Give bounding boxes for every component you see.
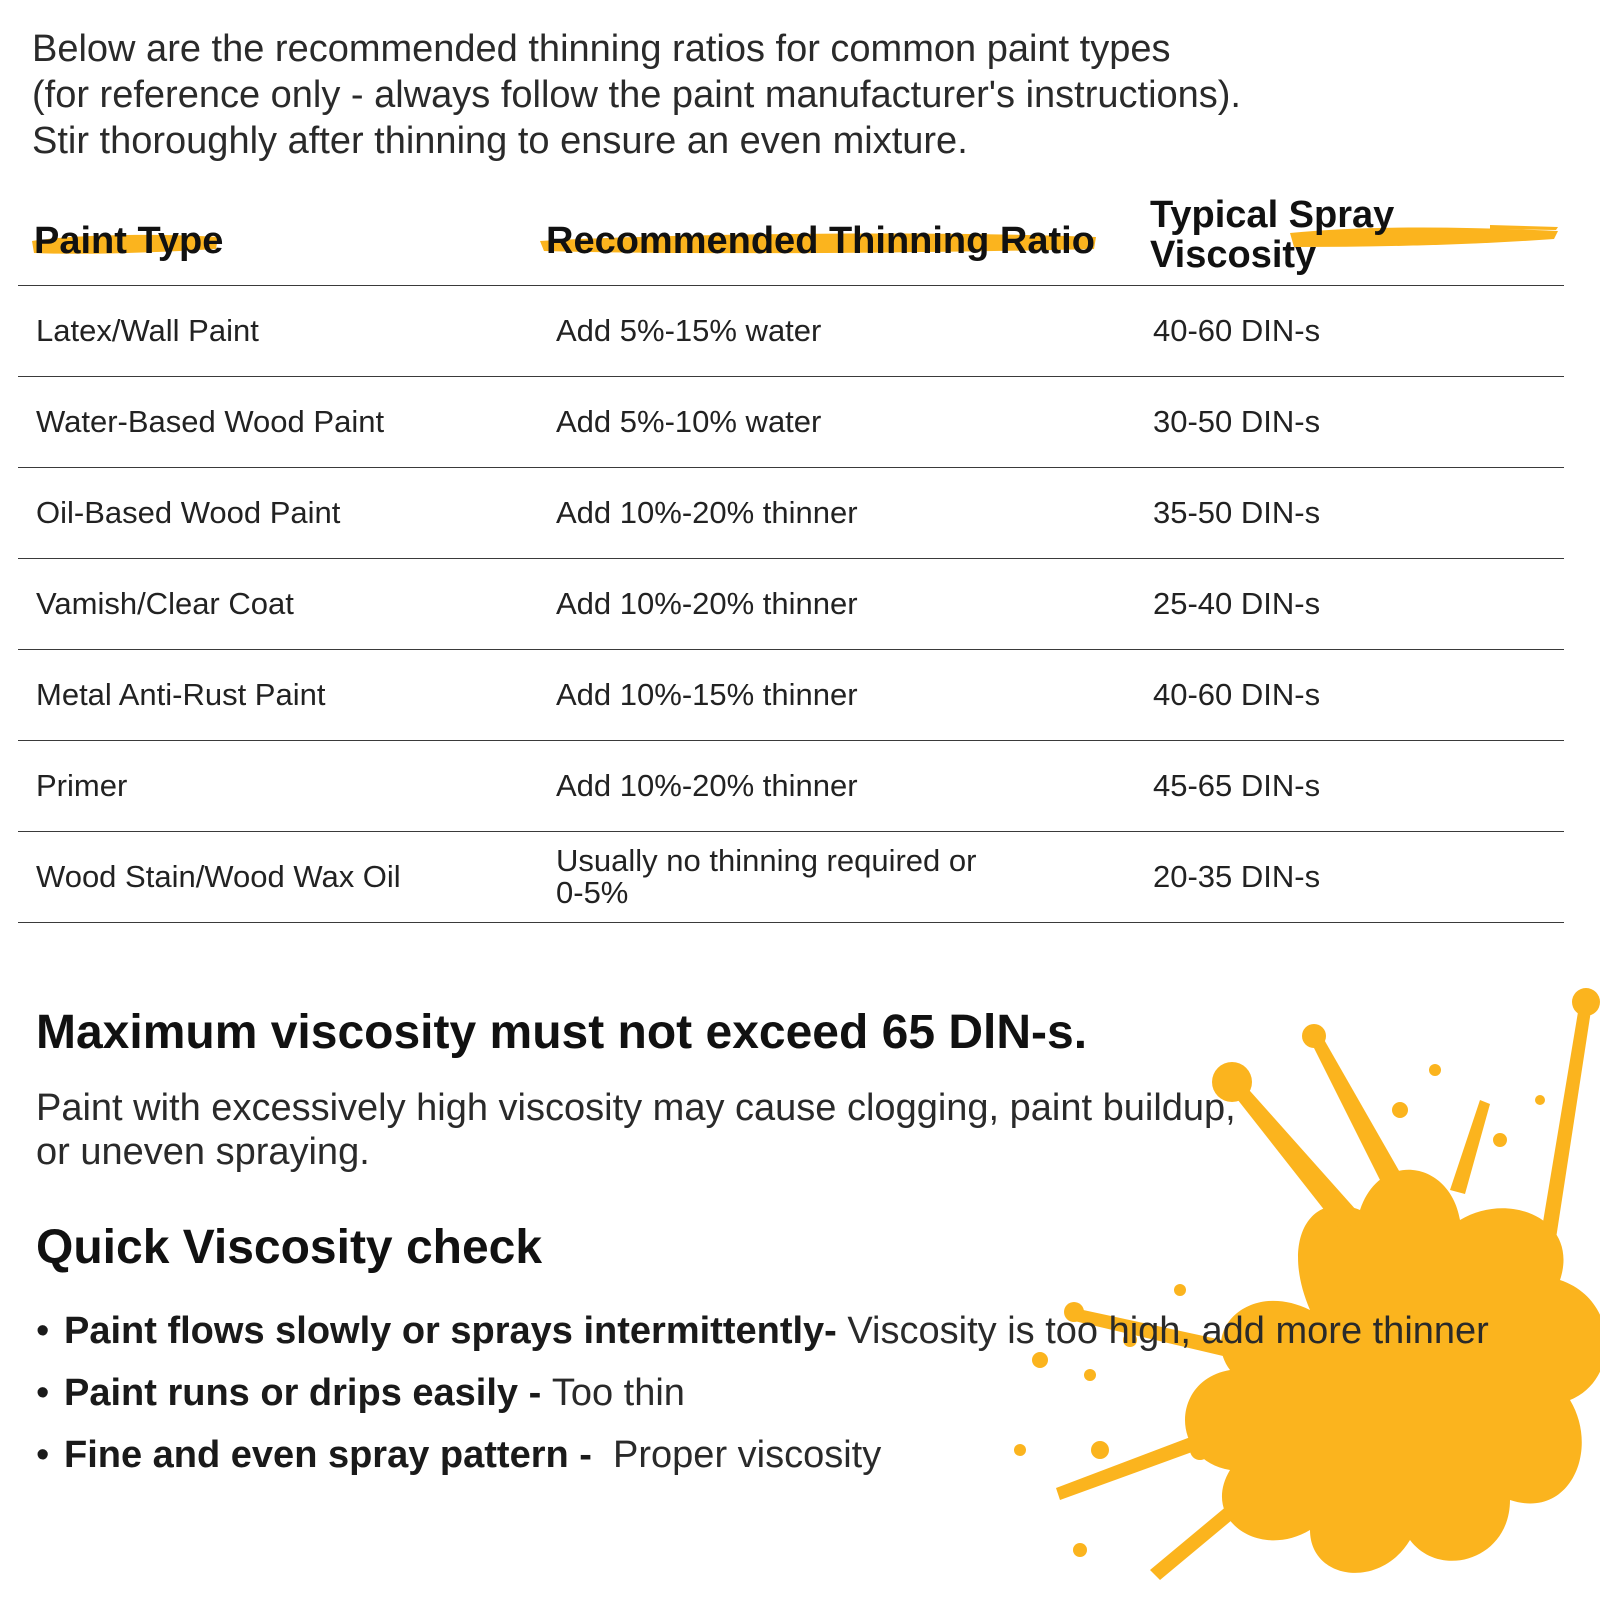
paint-splash-icon (980, 980, 1600, 1600)
viscosity-cell: 35-50 DIN-s (1153, 495, 1321, 530)
intro-line-1: Below are the recommended thinning ratios for common paint types (32, 28, 1171, 70)
paint-type-cell: Primer (36, 768, 128, 803)
table-row (18, 286, 1564, 377)
viscosity-cell: 20-35 DIN-s (1153, 859, 1321, 894)
thinning-ratio-cell: Add 10%-15% thinner (556, 677, 858, 712)
intro-line-3: Stir thoroughly after thinning to ensure an even mixture. (32, 120, 968, 162)
table-row (18, 468, 1564, 559)
paint-type-cell: Latex/Wall Paint (36, 313, 259, 348)
max-viscosity-heading: Maximum viscosity must not exceed 65 DlN-s. (36, 1006, 1088, 1059)
viscosity-cell: 45-65 DIN-s (1153, 768, 1321, 803)
warning-line-1: Paint with excessively high viscosity may cause clogging, paint buildup, (36, 1087, 1236, 1129)
check-condition: Fine and even spray pattern - (64, 1434, 603, 1476)
viscosity-cell: 40-60 DIN-s (1153, 313, 1321, 348)
check-result: Too thin (551, 1372, 685, 1414)
paint-type-cell: Wood Stain/Wood Wax Oil (36, 859, 401, 894)
header-paint-type: Paint Type (34, 221, 223, 261)
check-condition: Paint flows slowly or sprays intermittently- (64, 1310, 837, 1352)
table-row (18, 832, 1564, 923)
intro-text (32, 26, 1532, 164)
check-result: Viscosity is too high, add more thinner (836, 1310, 1489, 1352)
header-spray-viscosity: Typical Spray Viscosity (1150, 195, 1450, 275)
paint-type-cell: Vamish/Clear Coat (36, 586, 294, 621)
table-row (18, 377, 1564, 468)
warning-line-2: or uneven spraying. (36, 1131, 370, 1173)
header-thinning-ratio: Recommended Thinning Ratio (546, 221, 1095, 261)
thinning-ratio-cell: Add 10%-20% thinner (556, 586, 858, 621)
paint-type-cell: Water-Based Wood Paint (36, 404, 385, 439)
thinning-ratio-line-1: Usually no thinning required or (556, 843, 977, 878)
table-header (18, 185, 1564, 286)
viscosity-cell: 40-60 DIN-s (1153, 677, 1321, 712)
paint-type-cell: Oil-Based Wood Paint (36, 495, 341, 530)
thinning-table (18, 185, 1564, 923)
table-row (18, 559, 1564, 650)
check-result: Proper viscosity (602, 1434, 882, 1476)
quick-check-list (36, 1300, 1556, 1486)
list-item (36, 1424, 1556, 1486)
thinning-ratio-cell (556, 845, 1026, 909)
quick-check-heading: Quick Viscosity check (36, 1221, 543, 1274)
thinning-ratio-cell: Add 10%-20% thinner (556, 495, 858, 530)
bullet-icon: • (36, 1434, 50, 1476)
intro-line-2: (for reference only - always follow the paint manufacturer's instructions). (32, 74, 1241, 116)
list-item (36, 1362, 1556, 1424)
list-item (36, 1300, 1556, 1362)
paint-type-cell: Metal Anti-Rust Paint (36, 677, 326, 712)
bullet-icon: • (36, 1310, 50, 1352)
viscosity-cell: 30-50 DIN-s (1153, 404, 1321, 439)
viscosity-cell: 25-40 DIN-s (1153, 586, 1321, 621)
thinning-ratio-cell: Add 10%-20% thinner (556, 768, 858, 803)
table-row (18, 650, 1564, 741)
thinning-ratio-line-2: 0-5% (556, 875, 629, 910)
thinning-ratio-cell: Add 5%-10% water (556, 404, 822, 439)
check-condition: Paint runs or drips easily - (64, 1372, 552, 1414)
bullet-icon: • (36, 1372, 50, 1414)
thinning-ratio-cell: Add 5%-15% water (556, 313, 822, 348)
table-row (18, 741, 1564, 832)
viscosity-warning-text (36, 1086, 1436, 1174)
